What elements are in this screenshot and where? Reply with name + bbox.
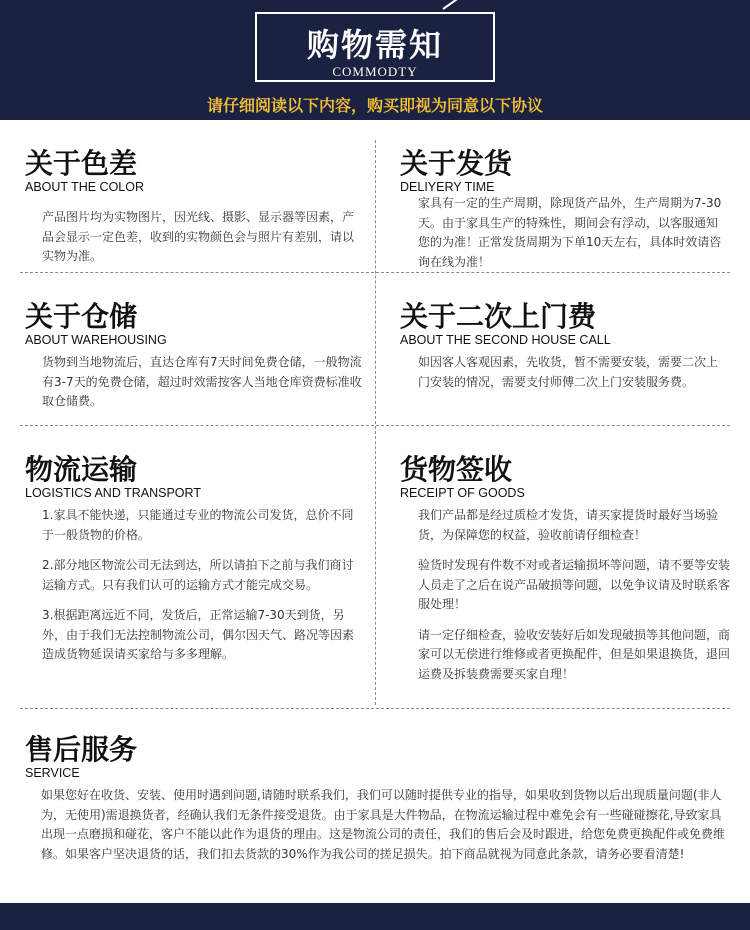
- section-logistics-paragraph: 2.部分地区物流公司无法到达，所以请拍下之前与我们商讨运输方式。只有我们认可的运输方式才能完成交易。: [42, 558, 354, 592]
- section-receipt-subtitle: RECEIPT OF GOODS: [400, 486, 525, 500]
- section-warehousing-body: [42, 353, 364, 412]
- section-warehousing-subtitle: ABOUT WAREHOUSING: [25, 333, 167, 347]
- section-receipt-paragraph: 我们产品都是经过质检才发货，请买家提货时最好当场验货，为保障您的权益，验收前请仔细检查！: [418, 508, 719, 542]
- section-service: [25, 728, 730, 898]
- section-second-call-subtitle: ABOUT THE SECOND HOUSE CALL: [400, 333, 611, 347]
- section-color-body: [42, 208, 360, 267]
- footer-band: [0, 903, 750, 930]
- section-logistics-body: [42, 506, 364, 665]
- header-banner: [0, 0, 750, 120]
- header-notice: 请仔细阅读以下内容，购买即视为同意以下协议: [206, 96, 543, 115]
- section-receipt: [400, 448, 740, 708]
- section-receipt-title: 货物签收: [400, 453, 513, 486]
- section-service-paragraph: 如果您好在收货、安装、使用时遇到问题,请随时联系我们，我们可以随时提供专业的指导，如果收到货物以后出现质量问题(非人为，无使用)需退换货者，经确认我们无条件接受退货。由于家具是大件物品，在物流运输过程中难免会有一些碰碰擦花,导致家具出现一点磨损和碰花，客户不能以此作为退货的理由。这是物流公司的责任，我们的售后会及时跟进，给您免费更换配件或免费维修。如果客户坚决退货的话，我们扣去货款的30%作为我公司的搓足损失。拍下商品就视为同意此条款，请务必要看清楚!: [41, 788, 726, 861]
- section-service-subtitle: SERVICE: [25, 766, 80, 780]
- section-second-call-paragraph: 如因客人客观因素，先收货，暂不需要安装，需要二次上门安装的情况，需要支付师傅二次上门安装服务费。: [418, 355, 719, 389]
- section-color: [25, 142, 370, 272]
- section-service-body: [41, 786, 731, 864]
- page-title: 购物需知: [306, 26, 443, 64]
- section-warehousing: [25, 295, 370, 420]
- section-second-call: [400, 295, 740, 420]
- section-delivery-title: 关于发货: [400, 147, 513, 180]
- section-delivery-body: [418, 194, 728, 272]
- page-subtitle: COMMODTY: [332, 64, 418, 79]
- section-logistics-paragraph: 1.家具不能快递，只能通过专业的物流公司发货，总价不同于一般货物的价格。: [42, 508, 354, 542]
- title-frame: [255, 12, 495, 82]
- section-receipt-paragraph: 请一定仔细检查，验收安装好后如发现破损等其他问题，商家可以无偿进行维修或者更换配件，但是如果退换货，退回运费及拆装费需要买家自理！: [418, 627, 731, 681]
- column-divider: [375, 140, 376, 705]
- section-logistics-subtitle: LOGISTICS AND TRANSPORT: [25, 486, 201, 500]
- section-logistics: [25, 448, 370, 708]
- section-delivery-subtitle: DELIYERY TIME: [400, 180, 495, 194]
- section-delivery-paragraph: 家具有一定的生产周期，除现货产品外，生产周期为7-30天。由于家具生产的特殊性，期间会有浮动，以客服通知您的为准！正常发货周期为下单10天左右，具体时效请咨询在线为准！: [418, 196, 722, 269]
- section-service-title: 售后服务: [25, 733, 138, 766]
- section-receipt-body: [418, 506, 736, 684]
- section-warehousing-paragraph: 货物到当地物流后，直达仓库有7天时间免费仓储，一般物流有3-7天的免费仓储，超过时效需按客人当地仓库资费标准收取仓储费。: [42, 355, 362, 408]
- section-warehousing-title: 关于仓储: [25, 300, 138, 333]
- section-color-paragraph: 产品图片均为实物图片，因光线、摄影、显示器等因素，产品会显示一定色差，收到的实物颜色会与照片有差别，请以实物为准。: [42, 210, 355, 263]
- section-second-call-title: 关于二次上门费: [400, 300, 597, 333]
- title-slash-decoration: [442, 0, 469, 10]
- section-second-call-body: [418, 353, 728, 392]
- section-color-title: 关于色差: [25, 147, 138, 180]
- section-delivery: [400, 142, 740, 272]
- section-receipt-paragraph: 验货时发现有件数不对或者运输损坏等问题，请不要等安装人员走了之后在说产品破损等问题，以免争议请及时联系客服处理！: [418, 558, 731, 611]
- section-logistics-title: 物流运输: [25, 453, 138, 486]
- divider-row-3: [20, 708, 730, 709]
- section-color-subtitle: ABOUT THE COLOR: [25, 180, 145, 194]
- section-logistics-paragraph: 3.根据距离远近不同，发货后，正常运输7-30天到货，另外，由于我们无法控制物流公司，偶尔因天气、路况等因素造成货物延误请买家给与多多理解。: [42, 608, 355, 661]
